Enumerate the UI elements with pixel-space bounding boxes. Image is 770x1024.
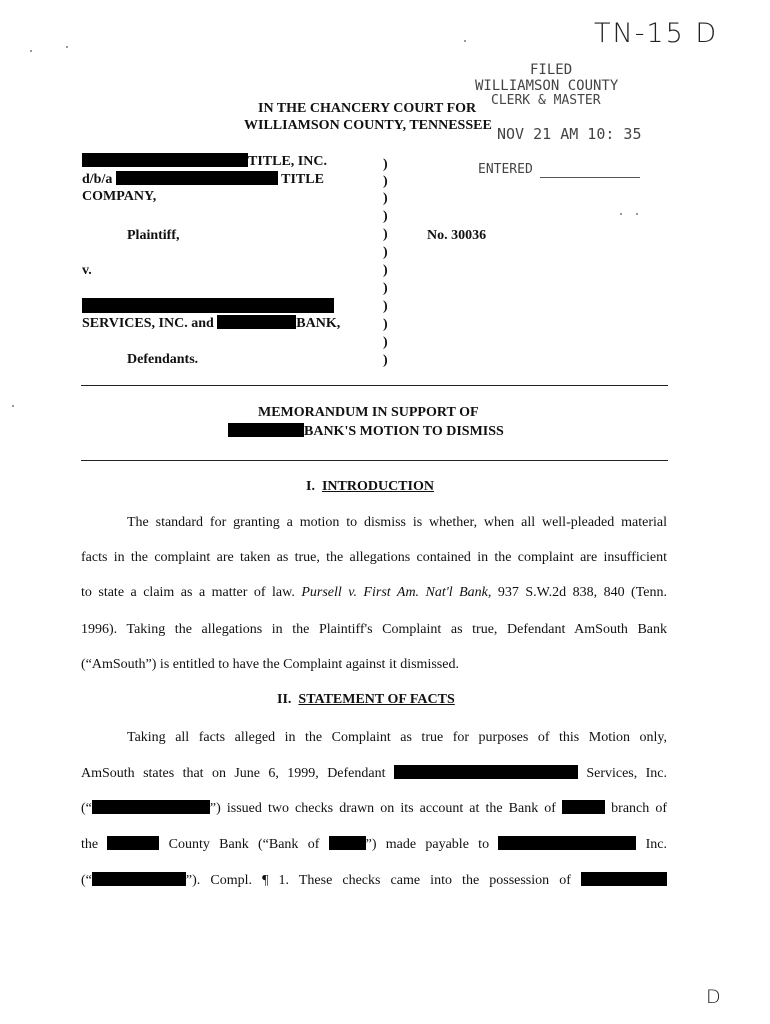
caption-paren: ) bbox=[383, 263, 388, 278]
court-county: WILLIAMSON COUNTY, TENNESSEE bbox=[244, 118, 492, 133]
scan-speck bbox=[12, 405, 14, 407]
caption-paren: ) bbox=[383, 191, 388, 206]
caption-paren: ) bbox=[383, 335, 388, 350]
document-title-line1: MEMORANDUM IN SUPPORT OF bbox=[258, 405, 479, 420]
defendant-name-line1 bbox=[82, 298, 334, 316]
entered-stamp-line bbox=[540, 177, 640, 178]
handwritten-case-mark: TN-15 D bbox=[594, 18, 719, 49]
paragraph-line: facts in the complaint are taken as true, the allegations contained in the complaint are insufficient bbox=[81, 550, 667, 565]
paragraph-line: (“AmSouth”) is entitled to have the Complaint against it dismissed. bbox=[81, 657, 459, 672]
paragraph-line: to state a claim as a matter of law. Pursell v. First Am. Nat'l Bank, 937 S.W.2d 838, 840 (Tenn. bbox=[81, 585, 668, 600]
case-number: No. 30036 bbox=[427, 228, 487, 243]
scan-speck bbox=[620, 213, 622, 215]
redaction-bar bbox=[562, 800, 605, 814]
redaction-bar bbox=[498, 836, 636, 850]
redaction-bar bbox=[92, 872, 186, 886]
document-title-line2: BANK'S MOTION TO DISMISS bbox=[228, 423, 504, 440]
caption-divider bbox=[81, 385, 668, 386]
court-name: IN THE CHANCERY COURT FOR bbox=[258, 101, 477, 116]
paragraph-line: AmSouth states that on June 6, 1999, Defendant Services, Inc. bbox=[81, 766, 668, 781]
plaintiff-role: Plaintiff, bbox=[127, 228, 180, 243]
scan-speck bbox=[66, 46, 68, 48]
plaintiff-name-line3: COMPANY, bbox=[82, 189, 157, 204]
paragraph-line: the County Bank (“Bank of ”) made payable to Inc. bbox=[81, 837, 668, 852]
section-heading-statement-of-facts: II. STATEMENT OF FACTS bbox=[277, 692, 455, 707]
filed-stamp-clerk: CLERK & MASTER bbox=[491, 93, 601, 108]
case-citation: Pursell v. First Am. Nat'l Bank, bbox=[301, 585, 492, 600]
redaction-bar bbox=[228, 423, 304, 437]
defendant-name-line2: SERVICES, INC. and BANK, bbox=[82, 316, 341, 331]
redaction-bar bbox=[82, 298, 334, 313]
redaction-bar bbox=[107, 836, 159, 850]
section-heading-introduction: I. INTRODUCTION bbox=[306, 479, 434, 494]
redaction-bar bbox=[116, 171, 278, 185]
paragraph-line: Taking all facts alleged in the Complaint as true for purposes of this Motion only, bbox=[127, 730, 667, 745]
filed-stamp-line: FILED bbox=[530, 62, 573, 78]
caption-paren: ) bbox=[383, 281, 388, 296]
handwritten-page-mark: D bbox=[706, 986, 721, 1008]
scan-speck bbox=[464, 40, 466, 42]
caption-paren: ) bbox=[383, 317, 388, 332]
scan-speck bbox=[30, 50, 32, 52]
title-divider bbox=[81, 460, 668, 461]
paragraph-line: (“ ”). Compl. ¶ 1. These checks came into the possession of bbox=[81, 872, 667, 889]
redaction-bar bbox=[394, 765, 578, 779]
caption-paren: ) bbox=[383, 174, 388, 189]
plaintiff-name-line2: d/b/a TITLE bbox=[82, 172, 324, 187]
caption-paren: ) bbox=[383, 209, 388, 224]
caption-paren: ) bbox=[383, 227, 388, 242]
scan-speck bbox=[636, 213, 638, 215]
caption-paren: ) bbox=[383, 299, 388, 314]
redaction-bar bbox=[82, 153, 248, 167]
redaction-bar bbox=[92, 800, 210, 814]
filed-stamp-county: WILLIAMSON COUNTY bbox=[475, 78, 619, 94]
paragraph-line: 1996). Taking the allegations in the Plaintiff's Complaint as true, Defendant AmSouth Bank bbox=[81, 622, 667, 637]
paragraph-line: The standard for granting a motion to dismiss is whether, when all well-pleaded material bbox=[127, 515, 667, 530]
paragraph-line: (“ ”) issued two checks drawn on its account at the Bank of branch of bbox=[81, 801, 667, 816]
plaintiff-name-line1: TITLE, INC. bbox=[82, 153, 327, 170]
caption-paren: ) bbox=[383, 245, 388, 260]
entered-stamp: ENTERED bbox=[478, 162, 533, 177]
versus-label: v. bbox=[82, 263, 92, 278]
caption-paren: ) bbox=[383, 157, 388, 172]
caption-paren: ) bbox=[383, 353, 388, 368]
defendant-role: Defendants. bbox=[127, 352, 199, 367]
redaction-bar bbox=[217, 315, 296, 329]
filed-stamp-date: NOV 21 AM 10: 35 bbox=[497, 125, 642, 143]
redaction-bar bbox=[581, 872, 667, 886]
redaction-bar bbox=[329, 836, 366, 850]
